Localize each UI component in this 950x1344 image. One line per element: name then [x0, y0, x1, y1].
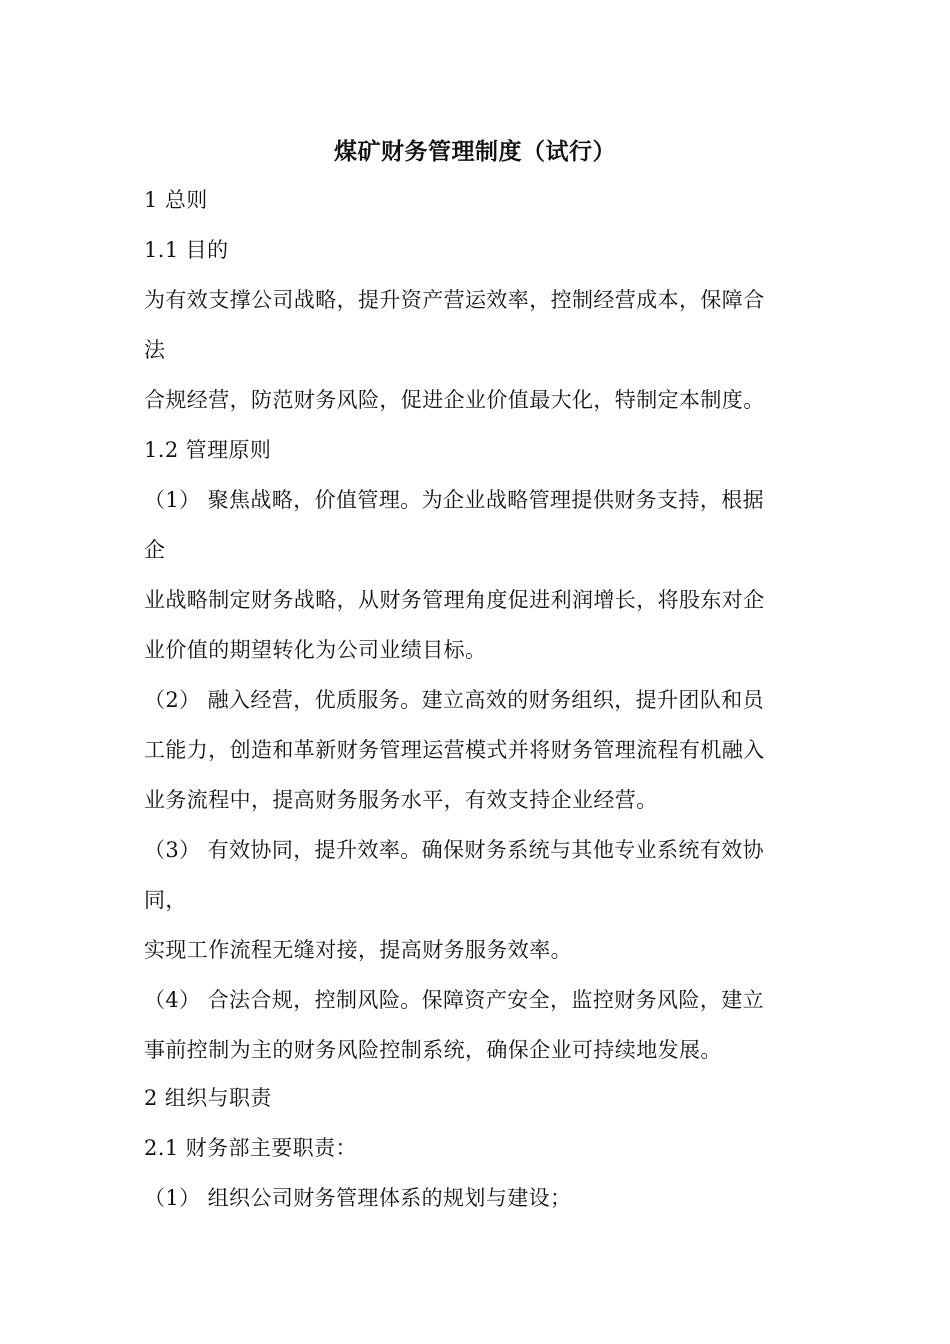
list-item-line: （2） 融入经营，优质服务。建立高效的财务组织，提升团队和员	[144, 688, 765, 712]
section-heading-organization: 2 组织与职责	[144, 1086, 272, 1110]
list-item-line: 工能力，创造和革新财务管理运营模式并将财务管理流程有机融入	[144, 738, 765, 762]
list-item-line: （1） 聚焦战略，价值管理。为企业战略管理提供财务支持，根据	[144, 488, 765, 512]
list-item-line: 实现工作流程无缝对接，提高财务服务效率。	[144, 938, 572, 962]
document-title: 煤矿财务管理制度（试行）	[334, 138, 616, 165]
list-item-line: （3） 有效协同，提升效率。确保财务系统与其他专业系统有效协	[144, 838, 765, 862]
list-item-line: 业战略制定财务战略，从财务管理角度促进利润增长，将股东对企	[144, 588, 765, 612]
subsection-heading-finance-duties: 2.1 财务部主要职责：	[144, 1136, 357, 1160]
section-heading-general: 1 总则	[144, 188, 208, 212]
paragraph-line: 合规经营，防范财务风险，促进企业价值最大化，特制定本制度。	[144, 388, 765, 412]
subsection-heading-principles: 1.2 管理原则	[144, 438, 272, 462]
paragraph-line: 为有效支撑公司战略，提升资产营运效率，控制经营成本，保障合	[144, 288, 765, 312]
paragraph-line: 法	[144, 338, 166, 362]
list-item-line: （4） 合法合规，控制风险。保障资产安全，监控财务风险，建立	[144, 988, 765, 1012]
list-item-line: 业务流程中，提高财务服务水平，有效支持企业经营。	[144, 788, 658, 812]
list-item-line: （1） 组织公司财务管理体系的规划与建设；	[144, 1186, 572, 1210]
list-item-line: 业价值的期望转化为公司业绩目标。	[144, 638, 487, 662]
list-item-line: 事前控制为主的财务风险控制系统，确保企业可持续地发展。	[144, 1038, 722, 1062]
list-item-line: 企	[144, 538, 166, 562]
subsection-heading-purpose: 1.1 目的	[144, 238, 229, 262]
list-item-line: 同，	[144, 888, 187, 912]
